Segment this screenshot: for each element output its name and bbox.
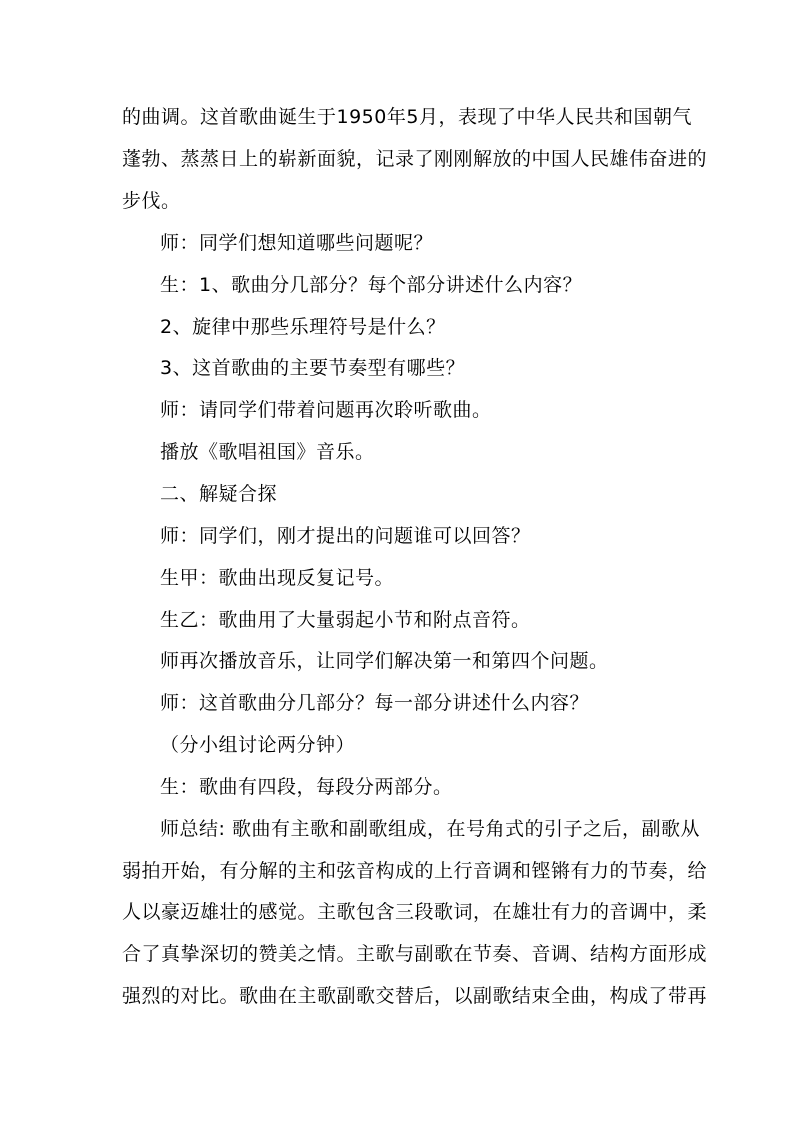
paragraph-line: 强烈的对比。歌曲在主歌副歌交替后，以副歌结束全曲，构成了带再 — [122, 985, 708, 1007]
paragraph-line: 师总结: 歌曲有主歌和副歌组成，在号角式的引子之后，副歌从 — [160, 818, 700, 840]
paragraph-line: 人以豪迈雄壮的感觉。主歌包含三段歌词，在雄壮有力的音调中，柔 — [122, 901, 708, 923]
paragraph-line: 师：同学们想知道哪些问题呢？ — [160, 232, 434, 254]
paragraph-line: 播放《歌唱祖国》音乐。 — [160, 441, 375, 463]
paragraph-line: 合了真挚深切的赞美之情。主歌与副歌在节奏、音调、结构方面形成 — [122, 943, 708, 965]
paragraph-line: 师：请同学们带着问题再次聆听歌曲。 — [160, 399, 492, 421]
paragraph-line: 步伐。 — [122, 190, 181, 212]
paragraph-line: 生：1、歌曲分几部分？每个部分讲述什么内容？ — [160, 274, 583, 296]
paragraph-line: 的曲调。这首歌曲诞生于1950年5月，表现了中华人民共和国朝气 — [122, 106, 692, 128]
paragraph-line: 3、这首歌曲的主要节奏型有哪些？ — [160, 357, 466, 379]
paragraph-line: 生甲：歌曲出现反复记号。 — [160, 567, 395, 589]
paragraph-line: 师：同学们，刚才提出的问题谁可以回答？ — [160, 525, 531, 547]
paragraph-line: 师：这首歌曲分几部分？每一部分讲述什么内容？ — [160, 692, 590, 714]
paragraph-line: （分小组讨论两分钟） — [160, 734, 356, 756]
paragraph-line: 生乙：歌曲用了大量弱起小节和附点音符。 — [160, 609, 531, 631]
paragraph-line: 2、旋律中那些乐理符号是什么？ — [160, 316, 446, 338]
paragraph-line: 蓬勃、蒸蒸日上的崭新面貌，记录了刚刚解放的中国人民雄伟奋进的 — [122, 148, 708, 170]
paragraph-line: 师再次播放音乐，让同学们解决第一和第四个问题。 — [160, 650, 609, 672]
paragraph-line: 弱拍开始，有分解的主和弦音构成的上行音调和铿锵有力的节奏，给 — [122, 860, 708, 882]
section-heading: 二、解疑合探 — [160, 483, 278, 505]
paragraph-line: 生：歌曲有四段，每段分两部分。 — [160, 776, 453, 798]
